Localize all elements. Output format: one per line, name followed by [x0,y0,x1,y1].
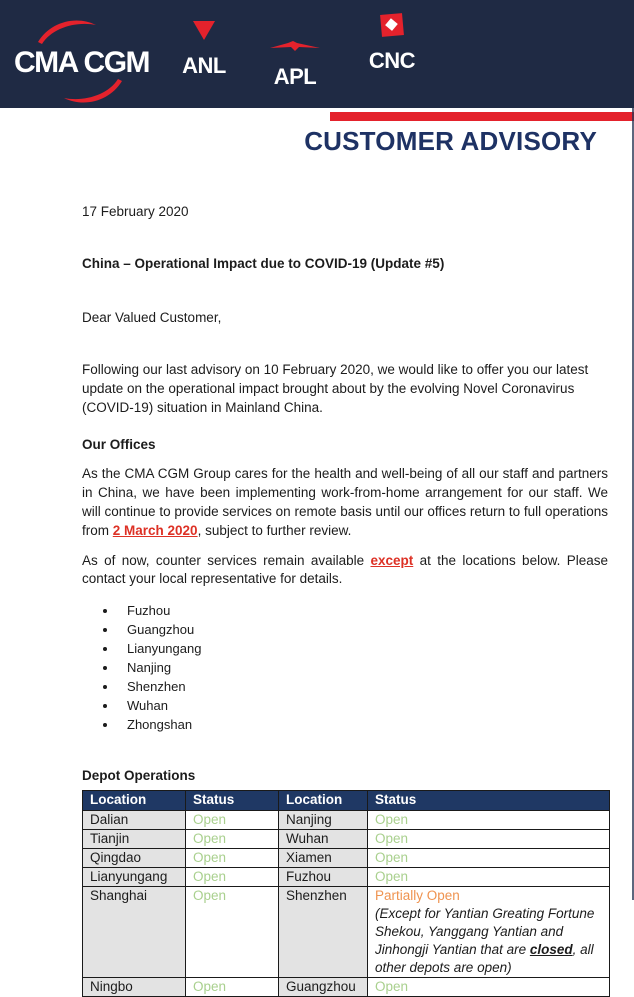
salutation: Dear Valued Customer, [82,310,222,325]
status-cell: Open [368,811,610,830]
offices-paragraph [82,464,608,540]
list-item: • Lianyungang [118,641,608,657]
depot-operations-heading: Depot Operations [82,768,196,783]
location-cell: Wuhan [279,830,368,849]
cma-cgm-wordmark: CMA CGM [14,46,150,79]
location-cell: Ningbo [83,978,186,997]
status-cell: Open [186,849,279,868]
closed-locations-list [118,603,608,733]
apl-eagle-icon [269,41,321,52]
cnc-diamond-icon [380,13,404,37]
location-cell: Tianjin [83,830,186,849]
status-cell: Open [186,978,279,997]
offices-text-1: As the CMA CGM Group cares for the health and well-being of all our staff and partners in China, we have been implementing work-from-home arrangement for our staff. We will continue to provide services on remote basis until our offices return to full operations from [82,466,608,538]
list-item: • Fuzhou [118,603,608,619]
anl-logo [180,21,228,79]
table-row [83,868,610,887]
offices-text-2: , subject to further review. [197,523,352,538]
counter-paragraph [82,552,608,588]
table-row [83,830,610,849]
letter-date: 17 February 2020 [82,204,189,219]
closed-highlight: closed [529,942,573,957]
location-cell: Nanjing [279,811,368,830]
partially-open-label: Partially Open [375,888,460,903]
location-cell: Fuzhou [279,868,368,887]
page-title: CUSTOMER ADVISORY [304,126,597,156]
intro-paragraph: Following our last advisory on 10 February 2020, we would like to offer you our latest update on the operational impact brought about by the evolving Novel Coronavirus (COVID-19) situation in Mainland China. [82,362,589,415]
column-header: Status [368,791,610,811]
location-cell: Qingdao [83,849,186,868]
list-item: • Guangzhou [118,622,608,638]
table-row [83,978,610,997]
status-cell-shenzhen [368,887,610,978]
location-cell: Shanghai [83,887,186,978]
column-header: Status [186,791,279,811]
anl-triangle-icon [193,21,215,40]
cma-swoosh-top-icon [36,18,98,44]
cnc-wordmark: CNC [368,48,416,73]
status-cell: Open [368,830,610,849]
status-cell: Open [186,887,279,978]
status-cell: Open [186,811,279,830]
table-header-row [83,791,610,811]
accent-stripe-row [0,108,634,122]
red-accent-stripe [330,112,634,121]
status-cell: Open [368,868,610,887]
location-cell: Xiamen [279,849,368,868]
location-cell: Guangzhou [279,978,368,997]
anl-wordmark: ANL [182,53,226,78]
apl-wordmark: APL [273,64,317,89]
status-cell: Open [368,849,610,868]
column-header: Location [83,791,186,811]
column-header: Location [279,791,368,811]
cnc-logo [366,14,418,74]
status-cell: Open [368,978,610,997]
counter-text-2: at the locations below. Please contact your local representative for details. [82,553,608,586]
list-item: • Nanjing [118,660,608,676]
location-cell: Lianyungang [83,868,186,887]
status-cell: Open [186,830,279,849]
brand-banner [0,0,634,108]
list-item: • Wuhan [118,698,608,714]
table-row [83,849,610,868]
status-cell: Open [186,868,279,887]
return-date-highlight: 2 March 2020 [112,523,198,538]
apl-logo [267,21,323,90]
cma-swoosh-bottom-icon [62,79,124,105]
shenzhen-note-text-2: , all other depots are open) [375,942,594,975]
list-item: • Shenzhen [118,679,608,695]
shenzhen-note-text-1: (Except for Yantian Greating Fortune Shekou, Yanggang Yantian and Jinhongji Yantian that are [375,906,595,957]
table-row [83,811,610,830]
offices-heading: Our Offices [82,437,156,452]
table-row [83,887,610,978]
location-cell: Shenzhen [279,887,368,978]
shenzhen-note [375,905,602,977]
location-cell: Dalian [83,811,186,830]
except-highlight: except [370,553,414,568]
letter-body [0,204,634,997]
cma-cgm-logo [14,46,149,80]
letter-subject: China – Operational Impact due to COVID-19 (Update #5) [82,256,445,271]
counter-text-1: As of now, counter services remain available [82,553,371,568]
list-item: • Zhongshan [118,717,608,733]
depot-operations-table [82,790,610,997]
